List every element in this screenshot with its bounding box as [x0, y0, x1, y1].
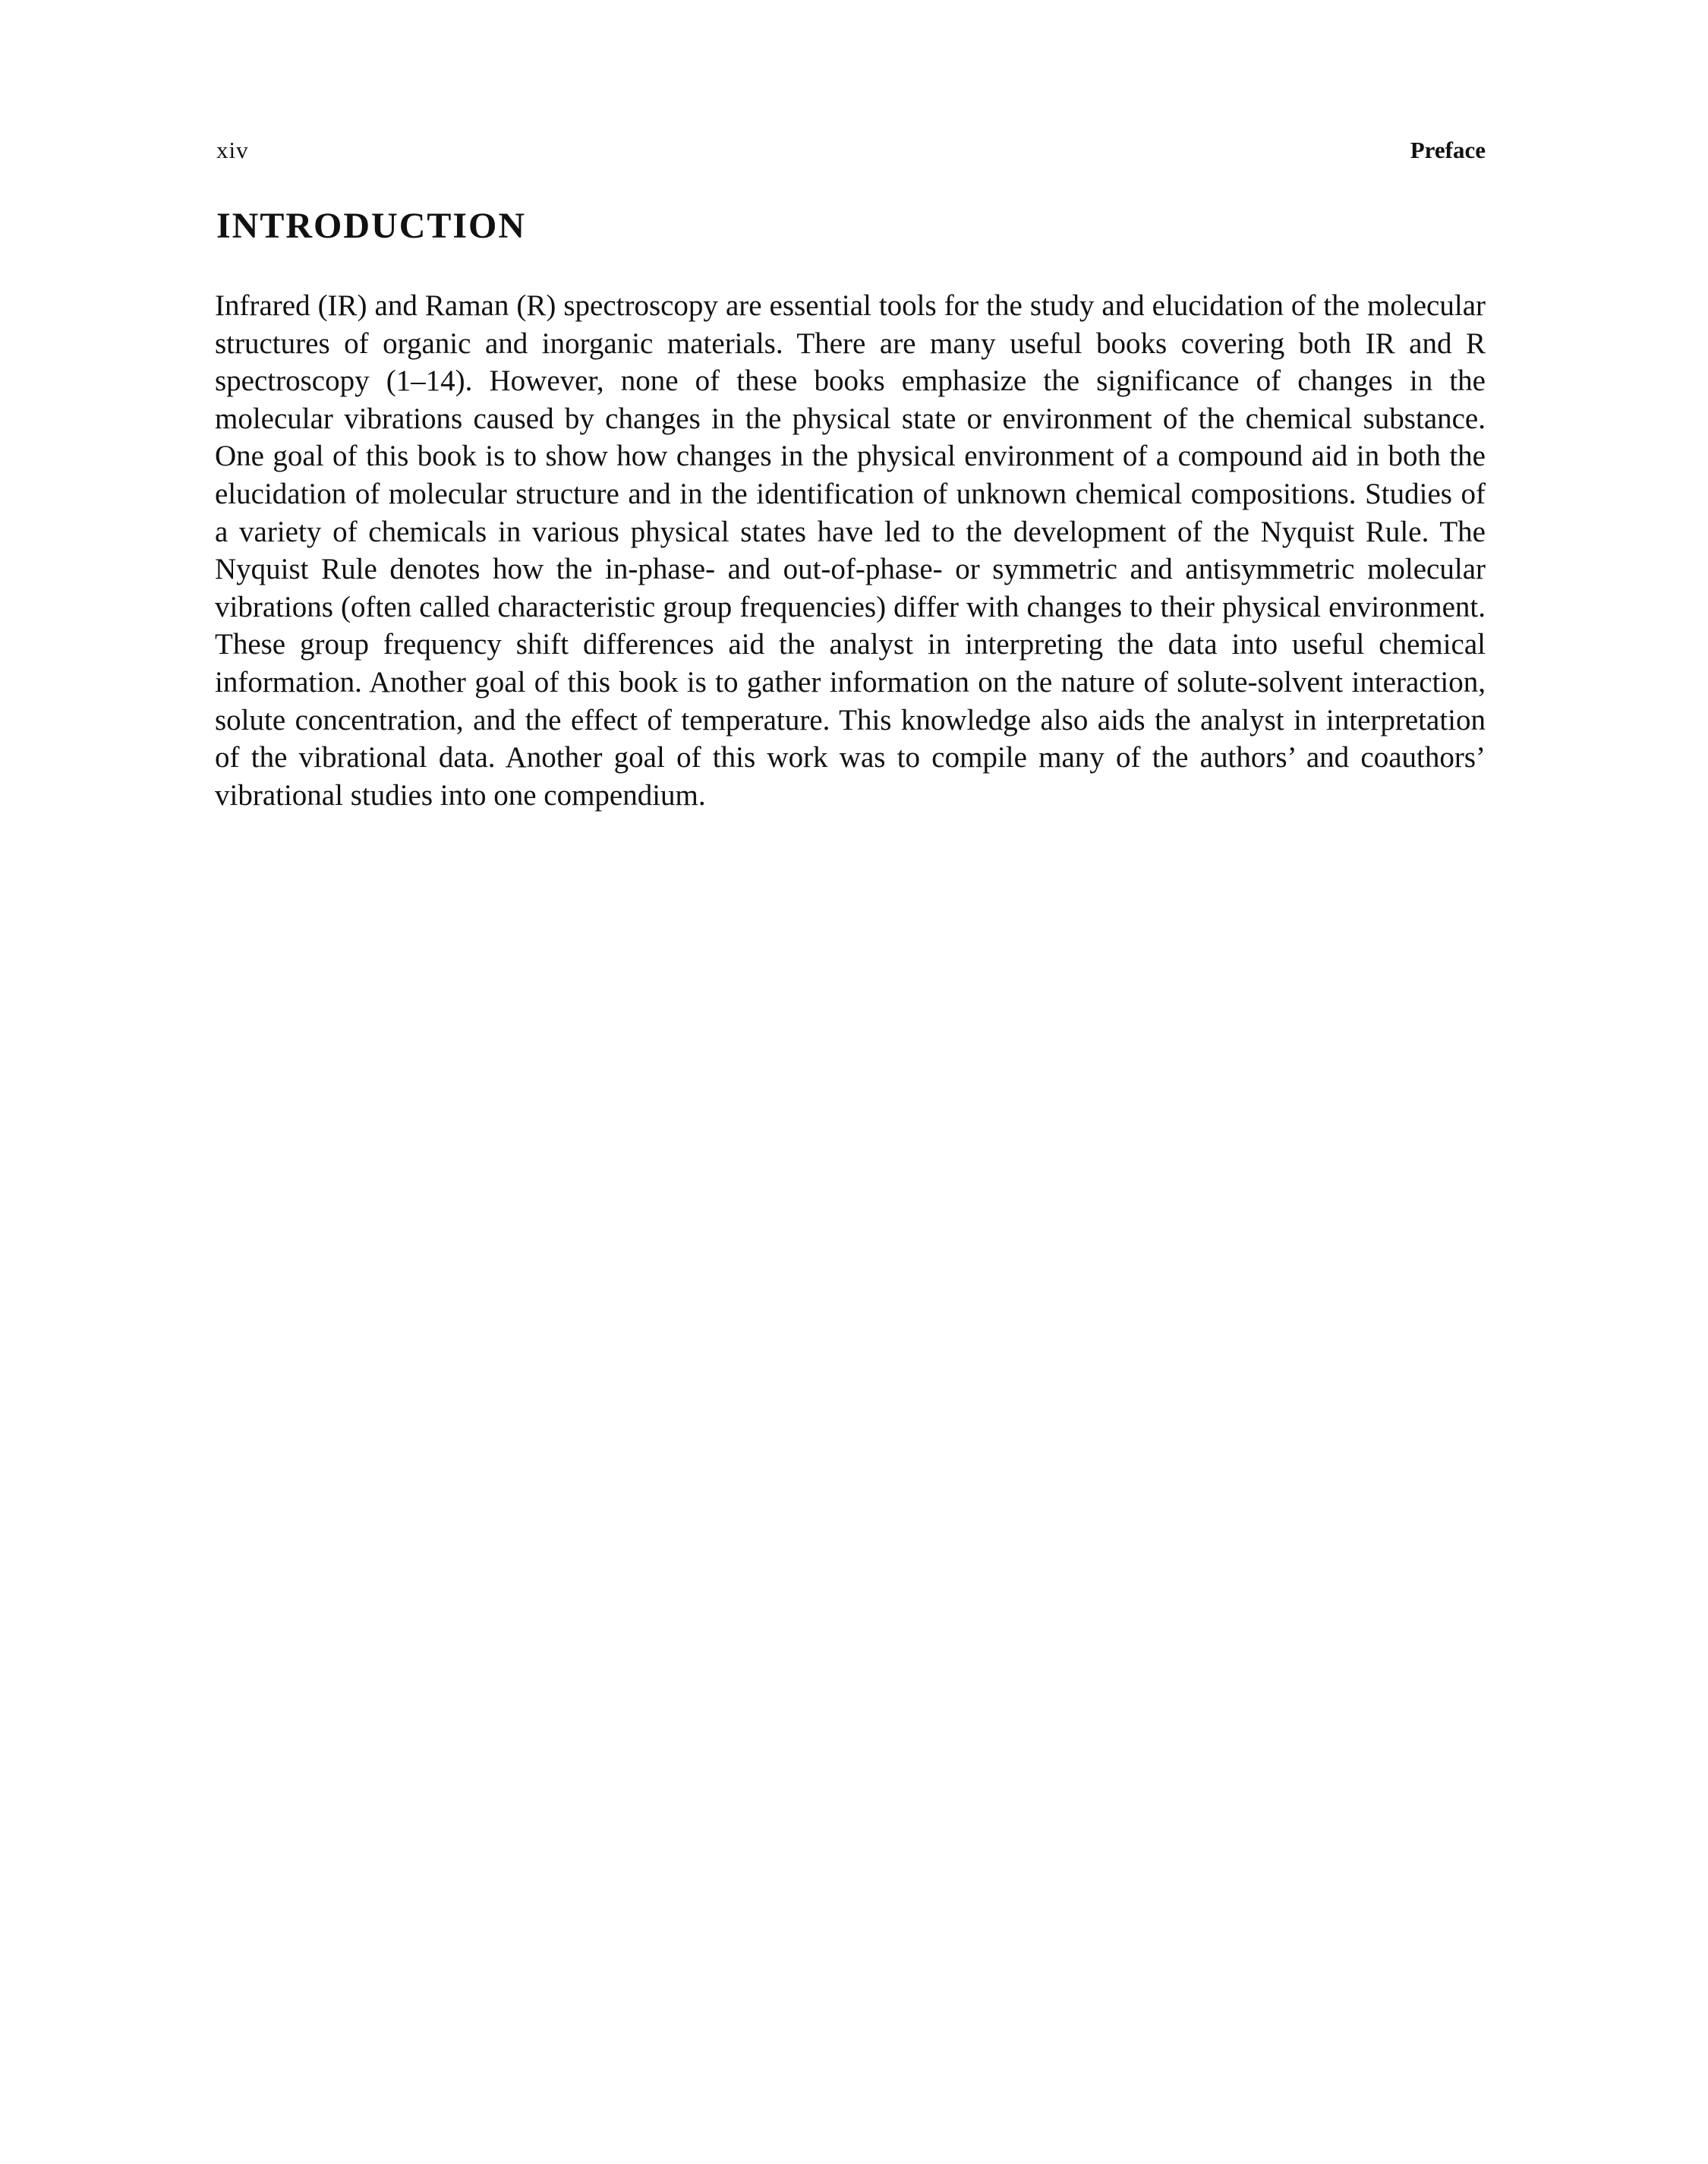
- section-heading: INTRODUCTION: [216, 206, 527, 246]
- running-head-section: Preface: [1410, 137, 1486, 163]
- body-paragraph: Infrared (IR) and Raman (R) spectroscopy are essential tools for the study and elucidation of the molecular structures of organic and inorganic materials. There are many useful books covering both IR and R spectroscopy (1–14). However, none of these books emphasize the significance of changes in the molecular vibrations caused by changes in the physical state or environment of the chemical substance. One goal of this book is to show how changes in the physical environment of a compound aid in both the elucidation of molecular structure and in the identification of unknown chemical compositions. Studies of a variety of chemicals in various physical states have led to the development of the Nyquist Rule. The Nyquist Rule denotes how the in-phase- and out-of-phase- or symmetric and antisymmetric molecular vibrations (often called characteristic group frequencies) differ with changes to their physical environment. These group frequency shift differences aid the analyst in interpreting the data into useful chemical information. Another goal of this book is to gather information on the nature of solute-solvent interaction, solute concentration, and the effect of temperature. This knowledge also aids the analyst in interpretation of the vibrational data. Another goal of this work was to compile many of the authors’ and coauthors’ vibrational studies into one compendium.: [215, 289, 1486, 812]
- running-head: [216, 137, 1486, 175]
- page-number: xiv: [216, 137, 249, 163]
